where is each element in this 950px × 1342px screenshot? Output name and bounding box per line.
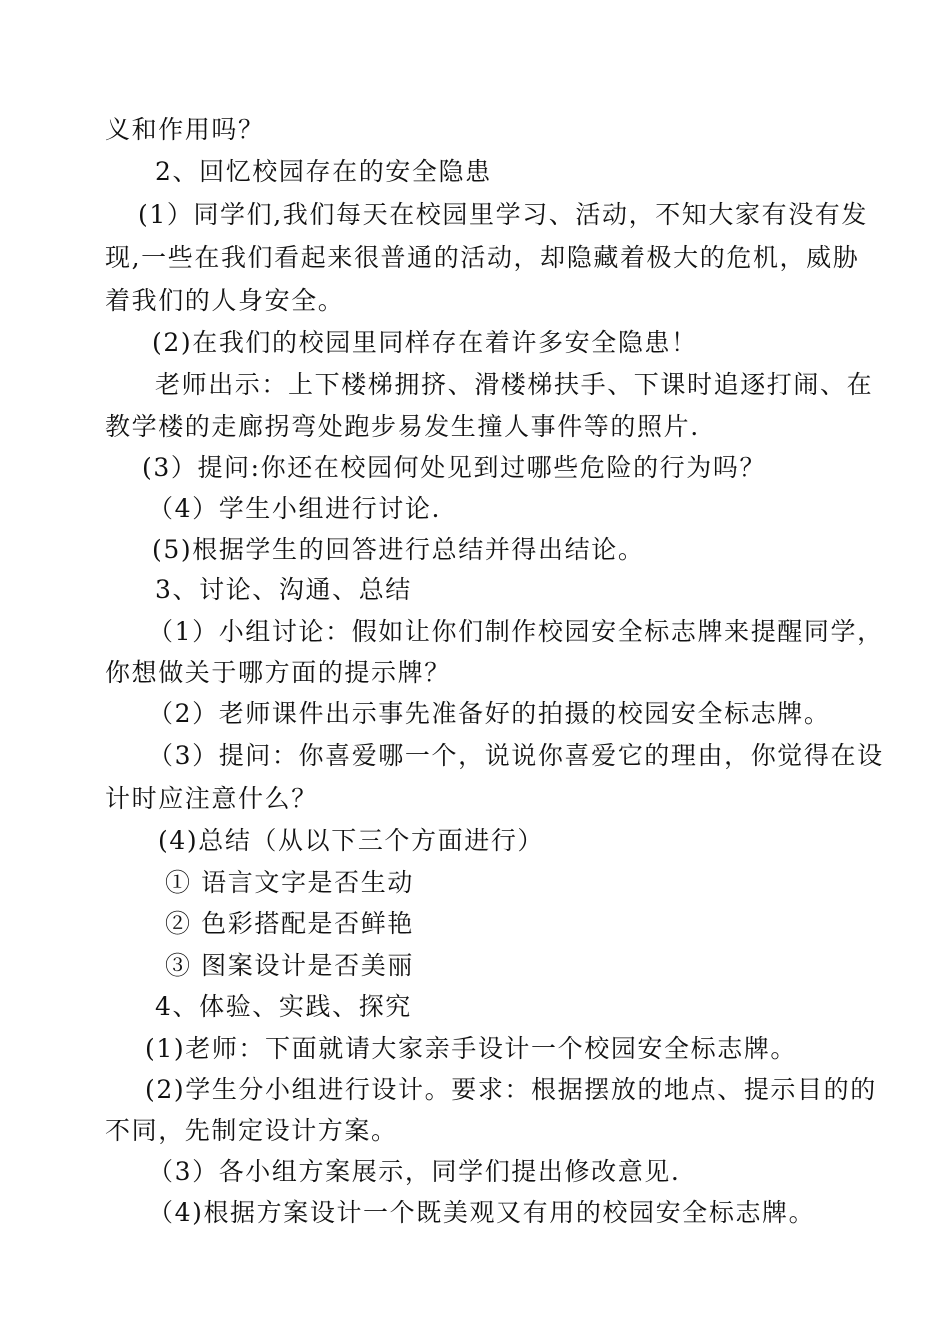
text-line-13: （1）小组讨论：假如让你们制作校园安全标志牌来提醒同学， [148, 617, 884, 646]
text-line-26: （3）各小组方案展示，同学们提出修改意见. [148, 1157, 681, 1186]
text-line-16: （3）提问：你喜爱哪一个，说说你喜爱它的理由，你觉得在设 [148, 741, 884, 770]
list-item-1: ① 语言文字是否生动 [165, 868, 414, 897]
text-line-11: (5)根据学生的回答进行总结并得出结论。 [152, 535, 645, 564]
section-heading-2: 2、回忆校园存在的安全隐患 [155, 157, 492, 186]
text-line-9: (3）提问:你还在校园何处见到过哪些危险的行为吗？ [142, 453, 767, 482]
text-line-15: （2）老师课件出示事先准备好的拍摄的校园安全标志牌。 [148, 699, 831, 728]
text-line-17: 计时应注意什么？ [105, 784, 318, 813]
section-heading-4: 4、体验、实践、探究 [155, 992, 412, 1021]
list-item-2: ② 色彩搭配是否鲜艳 [165, 909, 414, 938]
text-line-3: (1）同学们,我们每天在校园里学习、活动，不知大家有没有发 [138, 200, 869, 229]
text-line-6: (2)在我们的校园里同样存在着许多安全隐患！ [152, 328, 698, 357]
text-line-27: （4)根据方案设计一个既美观又有用的校园安全标志牌。 [148, 1198, 816, 1227]
list-item-3: ③ 图案设计是否美丽 [165, 951, 414, 980]
text-line-25: 不同，先制定设计方案。 [105, 1116, 398, 1145]
section-heading-3: 3、讨论、沟通、总结 [155, 575, 412, 604]
text-line-1: 义和作用吗？ [105, 115, 265, 144]
text-line-10: （4）学生小组进行讨论. [148, 494, 442, 523]
text-line-8: 教学楼的走廊拐弯处跑步易发生撞人事件等的照片. [105, 412, 700, 441]
text-line-14: 你想做关于哪方面的提示牌？ [105, 658, 451, 687]
text-line-23: (1)老师：下面就请大家亲手设计一个校园安全标志牌。 [145, 1034, 798, 1063]
text-line-24: (2)学生分小组进行设计。要求：根据摆放的地点、提示目的的 [145, 1075, 877, 1104]
text-line-18: (4)总结（从以下三个方面进行） [158, 826, 545, 855]
text-line-4: 现,一些在我们看起来很普通的活动，却隐藏着极大的危机，威胁 [105, 243, 860, 272]
text-line-5: 着我们的人身安全。 [105, 286, 345, 315]
text-line-7: 老师出示：上下楼梯拥挤、滑楼梯扶手、下课时追逐打闹、在 [155, 370, 874, 399]
